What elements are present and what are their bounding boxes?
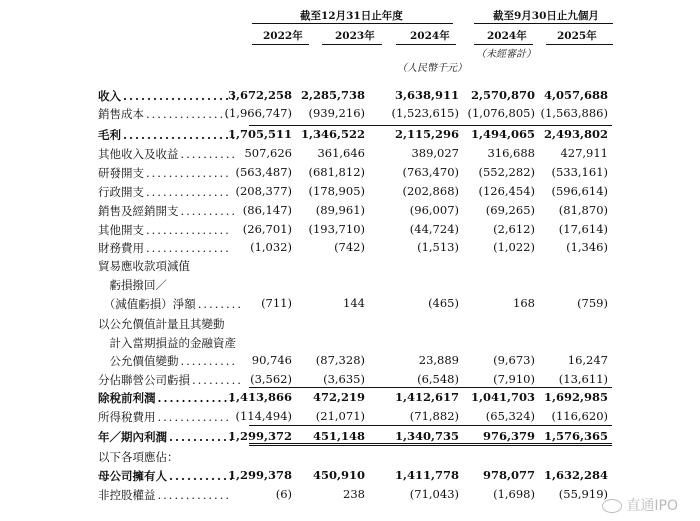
row-leader-dots: .......... (180, 204, 238, 218)
header-rule-2024 (396, 44, 456, 45)
cell-2025-nine: (533,161) (551, 165, 608, 179)
header-rule-2023 (322, 44, 382, 45)
row-leader-dots: ............. (157, 410, 232, 424)
row-label-text: 非控股權益 (98, 488, 156, 502)
row-label-text: 銷售成本 (98, 107, 144, 121)
cell-2025-nine: 4,057,688 (543, 88, 608, 102)
cell-2024: (6,548) (417, 372, 459, 386)
cell-2024-nine: (1,698) (493, 487, 535, 501)
row-label-text: 研發開支 (98, 166, 144, 180)
row-label-text: 以下各項應佔： (98, 450, 179, 464)
header-year-2023: 2023年 (335, 30, 375, 42)
watermark (602, 495, 678, 515)
row-label-text: 財務費用 (98, 241, 144, 255)
cell-2025-nine: 1,632,284 (543, 468, 608, 482)
cell-2024-nine: 316,688 (487, 146, 535, 160)
row-label-text: 毛利 (98, 128, 121, 142)
cell-2024-nine: (1,022) (493, 240, 535, 254)
row-label-text: 公允價值變動 (98, 354, 179, 368)
row-leader-dots: ........... (169, 469, 236, 483)
cell-2025-nine: (116,620) (551, 409, 608, 423)
rule-above-pretax (249, 387, 612, 388)
cell-2025-nine: (81,870) (558, 203, 608, 217)
cell-2024-nine: (126,454) (478, 184, 535, 198)
cell-2023: (193,710) (308, 222, 365, 236)
row-leader-dots: ............... (146, 166, 231, 180)
row-label-text: 除稅前利潤 (98, 391, 156, 405)
cell-2024: (1,523,615) (391, 106, 459, 120)
cell-2025-nine: 16,247 (567, 353, 608, 367)
cell-2024: 389,027 (411, 146, 459, 160)
row-label (98, 449, 179, 465)
row-leader-dots: .......... (180, 354, 238, 368)
row-leader-dots: ........... (169, 430, 236, 444)
header-group-nine-months: 截至9月30日止九個月 (493, 10, 599, 22)
row-label-text: 計入當期損益的金融資產 (98, 336, 236, 350)
row-label (98, 258, 190, 274)
row-label (98, 316, 225, 332)
row-leader-dots: .......... (180, 147, 238, 161)
cell-2024-nine: 1,494,065 (470, 127, 535, 141)
cell-2025-nine: (596,614) (551, 184, 608, 198)
header-rule-2022 (252, 44, 309, 45)
row-leader-dots: ................... (123, 128, 238, 142)
header-rule-annual (252, 23, 453, 24)
cell-2024-nine: 1,041,703 (470, 390, 535, 404)
cell-2023: 238 (343, 487, 365, 501)
cell-2023: 472,219 (312, 390, 365, 404)
cell-2024-nine: 978,077 (482, 468, 535, 482)
cell-2024-nine: 168 (513, 296, 535, 310)
cell-2024: 1,340,735 (394, 429, 459, 443)
cell-2022: (86,147) (242, 203, 292, 217)
cell-2024: (71,043) (409, 487, 459, 501)
cell-2023: (939,216) (308, 106, 365, 120)
cell-2022: (563,487) (235, 165, 292, 179)
unaudited-note: （未經審計） (476, 49, 536, 60)
header-rule-2025-nine (546, 44, 613, 45)
row-label-text: 其他開支 (98, 223, 144, 237)
cell-2023: (21,071) (315, 409, 365, 423)
cell-2023: (89,961) (315, 203, 365, 217)
row-leader-dots: ............... (146, 107, 231, 121)
rule-below-profit-2 (249, 445, 612, 446)
cell-2023: 144 (343, 296, 365, 310)
cell-2024-nine: 2,570,870 (470, 88, 535, 102)
cell-2023: (742) (334, 240, 365, 254)
cell-2025-nine: 1,692,985 (543, 390, 608, 404)
watermark-text: 直通IPO (626, 498, 678, 514)
row-leader-dots: ............... (146, 241, 231, 255)
cell-2022: (1,966,747) (224, 106, 292, 120)
cell-2024-nine: (2,612) (493, 222, 535, 236)
cell-2024: (1,513) (417, 240, 459, 254)
cell-2024: (763,470) (402, 165, 459, 179)
header-year-2022: 2022年 (263, 30, 303, 42)
cell-2022: 1,299,378 (227, 468, 292, 482)
cell-2024-nine: 976,379 (482, 429, 535, 443)
cell-2022: (208,377) (235, 184, 292, 198)
cell-2023: (3,635) (323, 372, 365, 386)
row-label-text: 以公允價值計量且其變動 (98, 317, 225, 331)
row-label-text: 虧損撥回／ (98, 278, 167, 292)
cell-2023: (681,812) (308, 165, 365, 179)
cell-2023: 1,346,522 (300, 127, 365, 141)
cell-2023: (87,328) (315, 353, 365, 367)
cell-2025-nine: (1,346) (566, 240, 608, 254)
cell-2025-nine: 2,493,802 (543, 127, 608, 141)
cell-2023: 450,910 (312, 468, 365, 482)
cell-2024: 1,411,778 (394, 468, 459, 482)
cell-2024: (202,868) (402, 184, 459, 198)
cell-2024: 23,889 (418, 353, 459, 367)
rule-above-profit (249, 425, 612, 426)
cell-2024-nine: (7,910) (493, 372, 535, 386)
cell-2023: (178,905) (308, 184, 365, 198)
cell-2022: (26,701) (242, 222, 292, 236)
header-year-2024: 2024年 (410, 30, 450, 42)
cell-2023: 451,148 (312, 429, 365, 443)
row-label-text: 所得稅費用 (98, 410, 156, 424)
rule-above-gross-profit (249, 125, 612, 126)
row-label (98, 335, 236, 351)
row-label (98, 277, 167, 293)
cell-2024-nine: (1,076,805) (467, 106, 535, 120)
cell-2022: 90,746 (251, 353, 292, 367)
cell-2022: (3,562) (250, 372, 292, 386)
cell-2022: (1,032) (250, 240, 292, 254)
cell-2022: (6) (275, 487, 292, 501)
cell-2022: 1,705,511 (227, 127, 292, 141)
cell-2025-nine: (13,611) (558, 372, 608, 386)
unit-note: （人民幣千元） (397, 63, 467, 74)
header-year-2025-nine: 2025年 (557, 30, 597, 42)
row-label-text: 收入 (98, 89, 121, 103)
cell-2025-nine: 427,911 (560, 146, 608, 160)
cell-2024: (71,882) (409, 409, 459, 423)
row-label-text: 貿易應收款項減值 (98, 259, 190, 273)
header-rule-nine-months (474, 23, 613, 24)
cell-2022: (711) (261, 296, 292, 310)
rule-below-profit-1 (249, 443, 612, 444)
row-leader-dots: ............... (146, 185, 231, 199)
cell-2025-nine: (759) (577, 296, 608, 310)
cell-2022: (114,494) (235, 409, 292, 423)
header-group-annual: 截至12月31日止年度 (300, 10, 403, 22)
cell-2024: (96,007) (409, 203, 459, 217)
row-label-text: 行政開支 (98, 185, 144, 199)
row-label-text: 銷售及經銷開支 (98, 204, 179, 218)
cell-2025-nine: (55,919) (558, 487, 608, 501)
cell-2024: 1,412,617 (394, 390, 459, 404)
cell-2024-nine: (65,324) (485, 409, 535, 423)
cell-2024: (465) (428, 296, 459, 310)
cell-2022: 507,626 (244, 146, 292, 160)
row-label-text: 母公司擁有人 (98, 469, 167, 483)
weibo-icon (602, 499, 622, 513)
cell-2023: 361,646 (317, 146, 365, 160)
cell-2024: (44,724) (409, 222, 459, 236)
cell-2023: 2,285,738 (300, 88, 365, 102)
cell-2024-nine: (9,673) (493, 353, 535, 367)
row-leader-dots: ............. (157, 391, 236, 405)
row-leader-dots: ......... (192, 373, 243, 387)
cell-2022: 1,299,372 (227, 429, 292, 443)
row-leader-dots: ............... (146, 223, 231, 237)
cell-2025-nine: 1,576,365 (543, 429, 608, 443)
row-leader-dots: ................... (123, 89, 238, 103)
cell-2025-nine: (1,563,886) (540, 106, 608, 120)
cell-2022: 3,672,258 (227, 88, 292, 102)
cell-2025-nine: (17,614) (558, 222, 608, 236)
row-label-text: 分佔聯營公司虧損 (98, 373, 190, 387)
cell-2024: 3,638,911 (394, 88, 459, 102)
row-label-text: （減值虧損）淨額 (98, 297, 196, 311)
row-leader-dots: ............. (157, 488, 232, 502)
row-label-text: 年／期內利潤 (98, 430, 167, 444)
cell-2024: 2,115,296 (394, 127, 459, 141)
row-leader-dots: ........ (197, 297, 243, 311)
row-label-text: 其他收入及收益 (98, 147, 179, 161)
header-year-2024-nine: 2024年 (487, 30, 527, 42)
cell-2024-nine: (69,265) (485, 203, 535, 217)
cell-2022: 1,413,866 (227, 390, 292, 404)
cell-2024-nine: (552,282) (478, 165, 535, 179)
